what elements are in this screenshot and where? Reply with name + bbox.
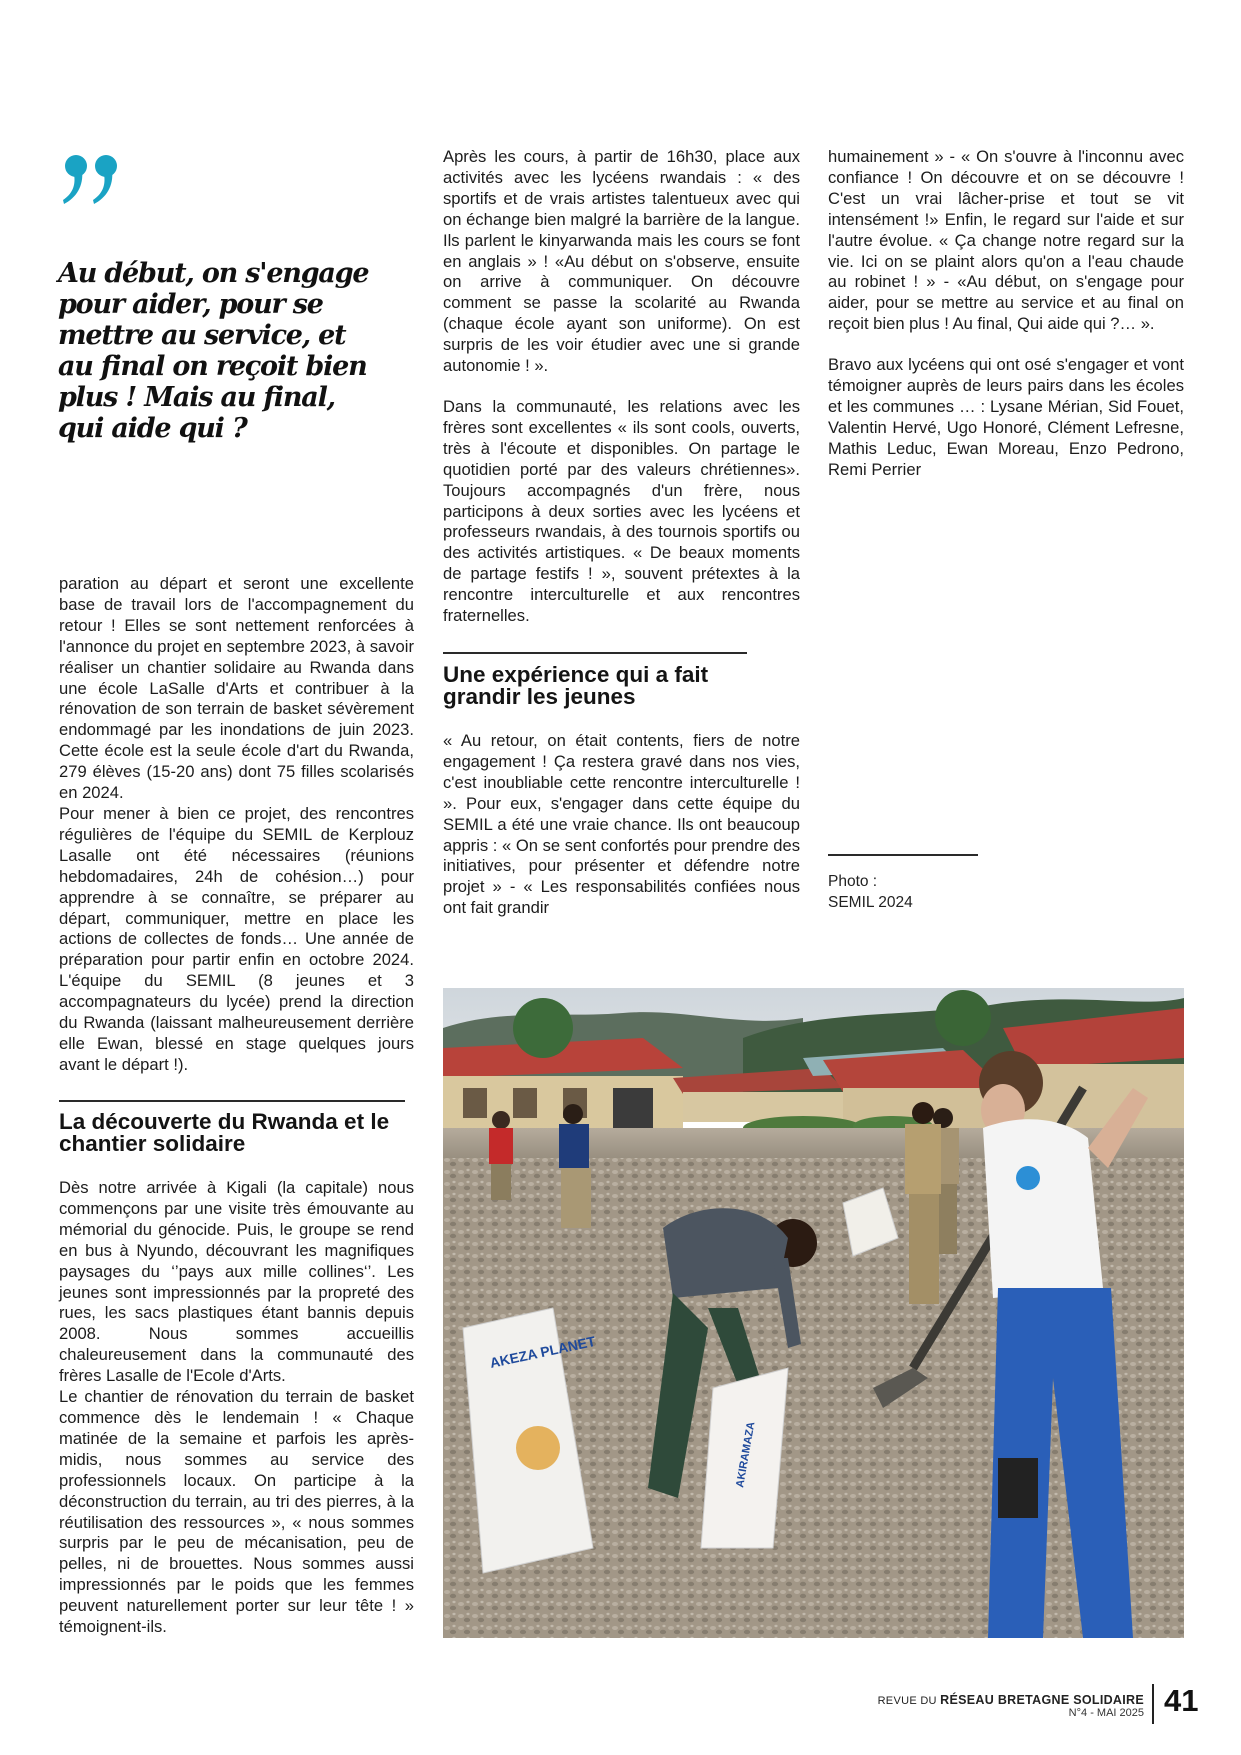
section-divider bbox=[443, 652, 747, 654]
footer-prefix: REVUE DU bbox=[877, 1695, 941, 1707]
right-column bbox=[828, 147, 1184, 481]
footer-publication-name: RÉSEAU BRETAGNE SOLIDAIRE bbox=[940, 1693, 1144, 1707]
footer-publication bbox=[700, 1693, 1144, 1707]
paragraph: humainement » - « On s'ouvre à l'inconnu avec confiance ! On découvre et on se découvre ! C'est un vrai lâcher-prise et tout se vit intensément !» Enfin, le regard sur l'aide et sur l'autre évolue. « Ça change notre regard sur la vie. Ici on se plaint alors qu'on a l'eau chaude au robinet ! » - «Au début, on s'engage pour aider, pour se mettre au service et au final on reçoit bien plus ! Au final, Qui aide qui ?… ». bbox=[828, 147, 1184, 334]
paragraph: Bravo aux lycéens qui ont osé s'engager et vont témoigner auprès de leurs pairs dans les écoles et les communes … : Lysane Mérian, Sid Fouet, Valentin Hervé, Ugo Honoré, Clément Lefresne, Mathis Leduc, Ewan Moreau, Enzo Pedrono, Remi Perrier bbox=[828, 355, 1184, 479]
paragraph: Dès notre arrivée à Kigali (la capitale) nous commençons par une visite très émouvante au mémorial du génocide. Puis, le groupe se rend en bus à Nyundo, découvrant les magnifiques paysages du ‘’pays aux mille collines‘’. Les jeunes sont impressionnés par la propreté des rues, les sacs plastiques étant bannis depuis 2008. Nous sommes accueillis chaleureusement dans la communauté des frères Lasalle de l'Ecole d'Arts. bbox=[59, 1178, 414, 1386]
page-number: 41 bbox=[1164, 1683, 1199, 1718]
photo-caption-label: Photo : bbox=[828, 873, 878, 890]
paragraph: Après les cours, à partir de 16h30, place aux activités avec les lycéens rwandais : « des sportifs et de vrais artistes talentueux avec qui on échange bien malgré la barrière de la langue. Ils parlent le kinyarwanda mais les cours se font en anglais » ! «Au début on s'observe, ensuite on arrive à communiquer. On découvre comment se passe la scolarité au Rwanda (chaque école ayant son uniforme). On est surpris de les voir étudier avec une si grande autonomie ! ». bbox=[443, 147, 801, 376]
paragraph: « Au retour, on était contents, fiers de notre engagement ! Ça restera gravé dans nos vies, c'est inoubliable cette rencontre interculturelle ! ». Pour eux, s'engager dans cette équipe du SEMIL a été une vraie chance. Ils ont beaucoup appris : « On se sent confortés pour prendre des initiatives, pour présenter et défendre notre projet » - « Les responsabilités confiées nous ont fait grandir bbox=[443, 731, 800, 918]
paragraph: Le chantier de rénovation du terrain de basket commence dès le lendemain ! « Chaque matinée de la semaine et parfois les après-midis, nous sommes au service des professionnels locaux. On participe à la déconstruction du terrain, au tri des pierres, à la réutilisation des ressources », « nous sommes surpris par le peu de mécanisation, peu de pelles, ni de brouettes. Nous sommes aussi impressionnés par le poids que les femmes peuvent naturellement porter sur leur tête ! » témoignent-ils. bbox=[59, 1387, 414, 1637]
rice-sack bbox=[701, 1368, 788, 1548]
left-column-section bbox=[59, 1178, 414, 1638]
left-column bbox=[59, 574, 414, 1076]
worksite-photo-illustration bbox=[443, 988, 1184, 1638]
section-heading-rwanda: La découverte du Rwanda et le chantier solidaire bbox=[59, 1109, 390, 1156]
middle-column-section bbox=[443, 731, 800, 919]
section-divider bbox=[59, 1100, 405, 1102]
quote-mark-icon bbox=[60, 150, 130, 220]
footer-divider bbox=[1152, 1684, 1154, 1724]
paragraph: paration au départ et seront une excellente base de travail lors de l'accompagnement du retour ! Elles se sont nettement renforcées à l'annonce du projet en septembre 2023, à savoir réaliser un chantier solidaire au Rwanda dans une école LaSalle d'Arts et contribuer à la rénovation de son terrain de basket sévèrement endommagé par les inondations de juin 2023. Cette école est la seule école d'art du Rwanda, 279 élèves (15-20 ans) dont 75 filles scolarisés en 2024. bbox=[59, 574, 414, 803]
pull-quote: Au début, on s'engage pour aider, pour se mettre au service, et au final on reçoit bien plus ! Mais au final, qui aide qui ? bbox=[58, 258, 369, 444]
sack-label: AKIRAMAZA bbox=[734, 1420, 758, 1489]
sack-label: AKEZA PLANET bbox=[488, 1332, 597, 1371]
worksite-photo bbox=[443, 988, 1184, 1638]
middle-column bbox=[443, 147, 800, 627]
caption-rule bbox=[828, 854, 978, 856]
photo-caption-credit: SEMIL 2024 bbox=[828, 894, 913, 911]
paragraph: Pour mener à bien ce projet, des rencontres régulières de l'équipe du SEMIL de Kerplouz Lasalle ont été nécessaires (réunions hebdomadaires, 24h de cohésion…) pour apprendre à se connaître, se préparer au départ, communiquer, mettre en place les actions de collectes de fonds… Une année de préparation pour partir enfin en octobre 2024. L'équipe du SEMIL (8 jeunes et 3 accompagnateurs du lycée) prend la direction du Rwanda (laissant malheureusement derrière elle Ewan, blessé en stage quelques jours avant le départ !). bbox=[59, 803, 414, 1074]
section-heading-experience: Une expérience qui a fait grandir les jeunes bbox=[443, 662, 709, 709]
photo-caption bbox=[828, 871, 1028, 913]
footer-issue: N°4 - MAI 2025 bbox=[1068, 1707, 1144, 1719]
worker-child bbox=[905, 1102, 941, 1304]
paragraph: Dans la communauté, les relations avec les frères sont excellentes « ils sont cools, ouverts, très à l'écoute et disponibles. On partage le quotidien porté par des valeurs chrétiennes». Toujours accompagnés d'un frère, nous participons à deux sorties avec les lycéens et professeurs rwandais, à des tournois sportifs ou des activités artistiques. « De beaux moments de partage festifs ! », souvent prétextes à la rencontre interculturelle et aux rencontres fraternelles. bbox=[443, 396, 800, 626]
